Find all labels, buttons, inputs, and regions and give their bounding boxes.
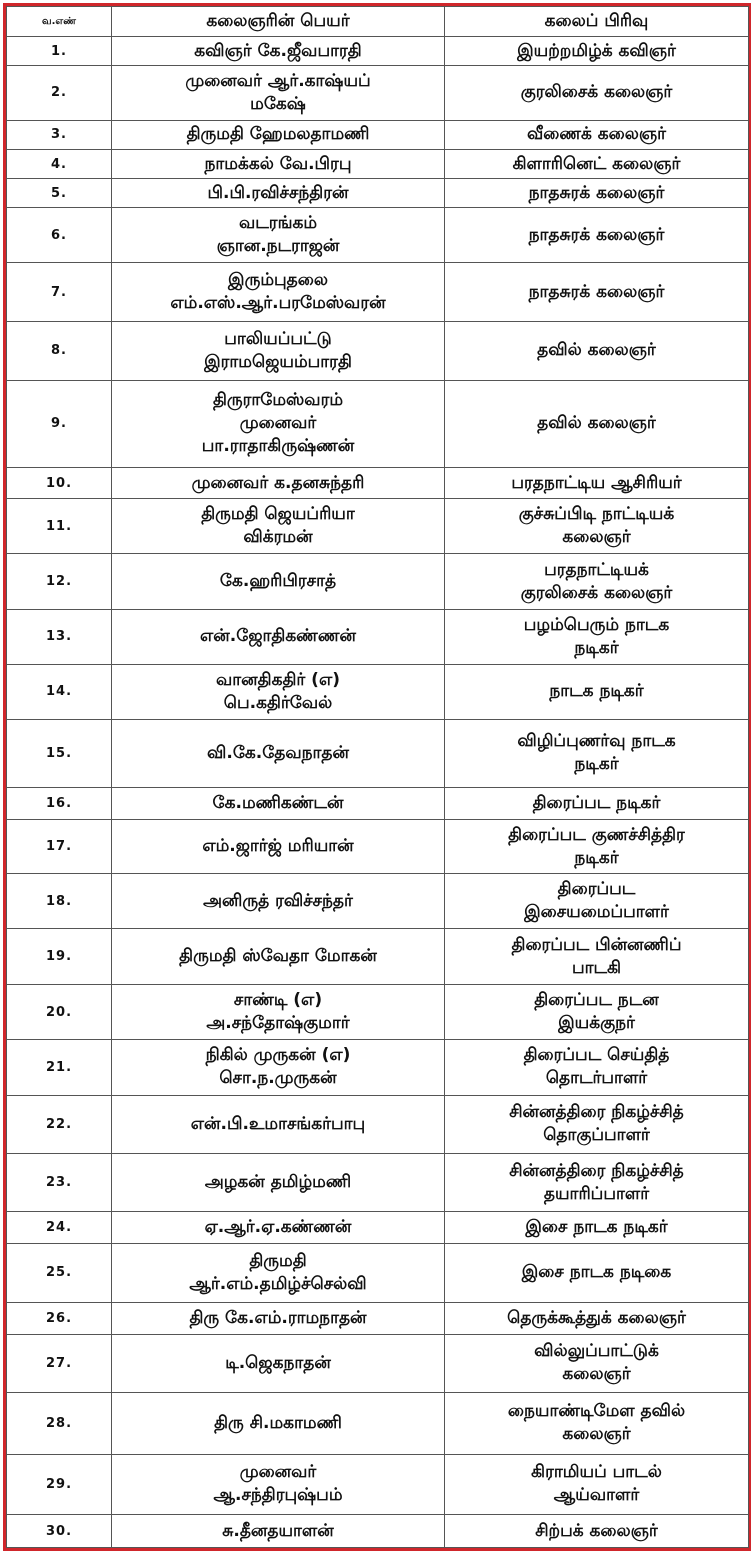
art-category-line: வீணைக் கலைஞர் (527, 124, 666, 145)
art-category-line: சின்னத்திரை நிகழ்ச்சித் (509, 1160, 684, 1181)
artist-name-line: பாலியப்பட்டு (224, 328, 332, 349)
table-row (7, 208, 749, 263)
art-category-line: திரைப்பட (557, 879, 636, 900)
art-category-line: கிராமியப் பாடல் (531, 1462, 662, 1483)
artist-name-line: நிகில் முருகன் (எ) (205, 1045, 351, 1066)
artist-name-cell (112, 1454, 445, 1515)
serial-number-cell: 8. (7, 322, 112, 380)
table-row (7, 788, 749, 819)
artist-name-line: ஏ.ஆர்.ஏ.கண்ணன் (204, 1216, 352, 1237)
table-row (7, 1334, 749, 1392)
artist-name-cell (112, 37, 445, 66)
serial-number-cell: 25. (7, 1243, 112, 1302)
art-category-line: வில்லுப்பாட்டுக் (534, 1341, 659, 1362)
art-category-cell (445, 1154, 749, 1212)
artist-name-cell (112, 1303, 445, 1334)
serial-number-cell: 19. (7, 929, 112, 985)
serial-number-cell: 4. (7, 149, 112, 178)
artist-name-cell (112, 554, 445, 610)
artist-name-line: எம்.ஜார்ஜ் மரியான் (202, 836, 354, 857)
art-category-line: சின்னத்திரை நிகழ்ச்சித் (509, 1102, 684, 1123)
artist-name-cell (112, 149, 445, 178)
art-category-cell (445, 322, 749, 380)
art-category-cell (445, 664, 749, 719)
art-category-line: நாதசுரக் கலைஞர் (528, 224, 665, 245)
artist-name-line: மகேஷ் (250, 93, 306, 114)
artist-name-cell (112, 1515, 445, 1548)
art-category-cell (445, 499, 749, 554)
art-category-cell (445, 1095, 749, 1153)
table-row (7, 1243, 749, 1302)
artist-name-cell (112, 322, 445, 380)
art-category-cell (445, 719, 749, 788)
art-category-line: தவில் கலைஞர் (537, 340, 656, 361)
art-category-line: கலைஞர் (562, 1364, 631, 1385)
artist-name-line: அ.சந்தோஷ்குமார் (206, 1013, 350, 1034)
artist-name-cell (112, 985, 445, 1040)
artist-name-cell (112, 610, 445, 665)
table-row (7, 1212, 749, 1243)
artist-name-line: சு.தீனதயாளன் (222, 1520, 334, 1541)
art-category-cell (445, 262, 749, 321)
art-category-line: தவில் கலைஞர் (537, 413, 656, 434)
artist-name-line: முனைவர் க.தனசுந்தரி (191, 472, 365, 493)
header-serial-number: வ.எண் (7, 7, 112, 37)
artist-name-line: ஞான.நடராஜன் (216, 236, 340, 257)
art-category-line: நடிகர் (574, 637, 619, 658)
artist-name-cell (112, 179, 445, 208)
artist-name-cell (112, 719, 445, 788)
art-category-cell (445, 874, 749, 929)
artist-name-line: திருராமேஸ்வரம் (212, 390, 344, 411)
art-category-line: திரைப்பட பின்னணிப் (511, 934, 682, 955)
art-category-line: தொடர்பாளர் (545, 1068, 648, 1089)
art-category-line: ஆய்வாளர் (553, 1485, 640, 1506)
serial-number-cell: 28. (7, 1392, 112, 1454)
table-row (7, 929, 749, 985)
art-category-cell (445, 554, 749, 610)
artists-table (6, 6, 749, 1548)
art-category-line: நடிகர் (574, 754, 619, 775)
serial-number-cell: 1. (7, 37, 112, 66)
table-row (7, 380, 749, 467)
table-row (7, 1095, 749, 1153)
artist-name-line: முனைவர் ஆர்.காஷ்யப் (185, 70, 371, 91)
artist-name-line: திரு கே.எம்.ராமநாதன் (189, 1307, 367, 1328)
artist-name-cell (112, 380, 445, 467)
table-row (7, 499, 749, 554)
serial-number-cell: 17. (7, 819, 112, 874)
artist-name-line: என்.ஜோதிகண்ணன் (200, 626, 356, 647)
art-category-cell (445, 1392, 749, 1454)
art-category-cell (445, 1454, 749, 1515)
art-category-line: பழம்பெரும் நாடக (523, 614, 670, 635)
art-category-line: குரலிசைக் கலைஞர் (520, 82, 673, 103)
artist-name-line: அனிருத் ரவிச்சந்தர் (203, 890, 353, 911)
table-row (7, 66, 749, 121)
serial-number-cell: 9. (7, 380, 112, 467)
artist-name-cell (112, 788, 445, 819)
art-category-line: கலைஞர் (562, 527, 631, 548)
art-category-line: இயக்குநர் (558, 1013, 635, 1034)
artist-name-line: கவிஞர் கே.ஜீவபாரதி (194, 40, 362, 61)
art-category-cell (445, 788, 749, 819)
artist-name-line: சொ.ந.முருகன் (219, 1068, 337, 1089)
art-category-line: பரதநாட்டிய ஆசிரியர் (511, 472, 682, 493)
table-row (7, 1039, 749, 1095)
art-category-cell (445, 1303, 749, 1334)
art-category-line: நாடக நடிகர் (549, 681, 644, 702)
artist-name-cell (112, 929, 445, 985)
serial-number-cell: 11. (7, 499, 112, 554)
serial-number-cell: 2. (7, 66, 112, 121)
table-row (7, 610, 749, 665)
art-category-cell (445, 467, 749, 498)
serial-number-cell: 27. (7, 1334, 112, 1392)
serial-number-cell: 20. (7, 985, 112, 1040)
art-category-cell (445, 1243, 749, 1302)
art-category-line: சிற்பக் கலைஞர் (535, 1520, 658, 1541)
artist-name-cell (112, 819, 445, 874)
header-art-category: கலைப் பிரிவு (445, 7, 749, 37)
art-category-cell (445, 610, 749, 665)
table-row (7, 1515, 749, 1548)
artist-name-line: வானதிகதிர் (எ) (216, 669, 340, 690)
table-row (7, 1454, 749, 1515)
serial-number-cell: 22. (7, 1095, 112, 1153)
artist-name-cell (112, 120, 445, 149)
table-row (7, 664, 749, 719)
table-row (7, 37, 749, 66)
serial-number-cell: 30. (7, 1515, 112, 1548)
serial-number-cell: 13. (7, 610, 112, 665)
artist-name-cell (112, 874, 445, 929)
table-row (7, 554, 749, 610)
artist-name-line: சாண்டி (எ) (233, 990, 323, 1011)
artist-name-cell (112, 1212, 445, 1243)
art-category-line: விழிப்புணர்வு நாடக (517, 731, 676, 752)
art-category-line: நாதசுரக் கலைஞர் (528, 281, 665, 302)
art-category-cell (445, 1039, 749, 1095)
art-category-line: இசையமைப்பாளர் (524, 902, 669, 923)
table-row (7, 467, 749, 498)
artist-name-cell (112, 66, 445, 121)
artist-name-line: வி.கே.தேவநாதன் (207, 742, 349, 763)
serial-number-cell: 14. (7, 664, 112, 719)
serial-number-cell: 15. (7, 719, 112, 788)
art-category-line: நாதசுரக் கலைஞர் (528, 182, 665, 203)
artist-name-cell (112, 664, 445, 719)
art-category-cell (445, 929, 749, 985)
serial-number-cell: 24. (7, 1212, 112, 1243)
artist-name-cell (112, 1243, 445, 1302)
art-category-line: இயற்றமிழ்க் கவிஞர் (517, 40, 676, 61)
artist-name-cell (112, 208, 445, 263)
art-category-line: இசை நாடக நடிகர் (525, 1216, 668, 1237)
table-row (7, 1154, 749, 1212)
artist-name-line: ஆர்.எம்.தமிழ்ச்செல்வி (189, 1273, 367, 1294)
artist-name-line: பெ.கதிர்வேல் (223, 692, 333, 713)
artist-name-line: திரு சி.மகாமணி (214, 1412, 342, 1433)
artist-name-cell (112, 1039, 445, 1095)
artist-name-line: திருமதி ஜெயப்ரியா (201, 504, 355, 525)
table-row (7, 120, 749, 149)
serial-number-cell: 26. (7, 1303, 112, 1334)
art-category-line: தொகுப்பாளர் (543, 1125, 650, 1146)
artist-name-line: திருமதி (249, 1250, 307, 1271)
artist-name-line: திருமதி ஸ்வேதா மோகன் (179, 946, 377, 967)
serial-number-cell: 29. (7, 1454, 112, 1515)
serial-number-cell: 16. (7, 788, 112, 819)
table-row (7, 985, 749, 1040)
art-category-cell (445, 380, 749, 467)
artist-name-cell (112, 262, 445, 321)
artist-name-line: இரும்புதலை (228, 270, 328, 291)
artist-name-line: விக்ரமன் (243, 527, 313, 548)
serial-number-cell: 6. (7, 208, 112, 263)
awards-list-frame (3, 3, 751, 1551)
art-category-line: திரைப்பட செய்தித் (523, 1045, 670, 1066)
serial-number-cell: 3. (7, 120, 112, 149)
table-header-row (7, 7, 749, 37)
art-category-cell (445, 819, 749, 874)
artist-name-line: பா.ராதாகிருஷ்ணன் (201, 436, 355, 457)
artist-name-cell (112, 1095, 445, 1153)
artist-name-line: பி.பி.ரவிச்சந்திரன் (207, 182, 349, 203)
table-row (7, 1303, 749, 1334)
artist-name-cell (112, 467, 445, 498)
artist-name-cell (112, 1334, 445, 1392)
artist-name-line: அழகன் தமிழ்மணி (204, 1172, 352, 1193)
table-row (7, 322, 749, 380)
art-category-cell (445, 1334, 749, 1392)
art-category-cell (445, 179, 749, 208)
artist-name-cell (112, 1154, 445, 1212)
art-category-line: தயாரிப்பாளர் (543, 1183, 650, 1204)
art-category-cell (445, 1212, 749, 1243)
serial-number-cell: 18. (7, 874, 112, 929)
table-row (7, 149, 749, 178)
table-row (7, 262, 749, 321)
header-artist-name: கலைஞரின் பெயர் (112, 7, 445, 37)
table-row (7, 819, 749, 874)
art-category-cell (445, 149, 749, 178)
serial-number-cell: 12. (7, 554, 112, 610)
artist-name-line: டி.ஜெகநாதன் (225, 1352, 331, 1373)
serial-number-cell: 10. (7, 467, 112, 498)
table-row (7, 1392, 749, 1454)
table-row (7, 719, 749, 788)
art-category-line: திரைப்பட நடன (534, 990, 659, 1011)
art-category-cell (445, 1515, 749, 1548)
art-category-line: இசை நாடக நடிகை (521, 1262, 672, 1283)
artist-name-line: கே.ஹரிபிரசாத் (219, 571, 337, 592)
art-category-line: பரதநாட்டியக் (544, 559, 649, 580)
art-category-cell (445, 208, 749, 263)
artist-name-line: முனைவர் (239, 413, 317, 434)
table-body (7, 37, 749, 1548)
art-category-cell (445, 66, 749, 121)
art-category-line: நையாண்டிமேள தவில் (507, 1401, 686, 1422)
table-row (7, 179, 749, 208)
artist-name-line: என்.பி.உமாசங்கர்பாபு (190, 1113, 366, 1134)
artist-name-line: திருமதி ஹேமலதாமணி (186, 124, 370, 145)
art-category-line: கலைஞர் (562, 1424, 631, 1445)
art-category-line: கிளாரினெட் கலைஞர் (512, 153, 681, 174)
art-category-cell (445, 37, 749, 66)
art-category-line: பாடகி (572, 957, 621, 978)
artist-name-line: வடரங்கம் (238, 213, 318, 234)
serial-number-cell: 21. (7, 1039, 112, 1095)
art-category-cell (445, 985, 749, 1040)
art-category-line: நடிகர் (574, 847, 619, 868)
serial-number-cell: 5. (7, 179, 112, 208)
artist-name-line: எம்.எஸ்.ஆர்.பரமேஸ்வரன் (170, 293, 386, 314)
art-category-line: குச்சுப்பிடி நாட்டியக் (518, 504, 675, 525)
art-category-line: குரலிசைக் கலைஞர் (520, 582, 673, 603)
serial-number-cell: 7. (7, 262, 112, 321)
art-category-line: திரைப்பட நடிகர் (532, 793, 661, 813)
artist-name-line: இராமஜெயம்பாரதி (204, 351, 352, 372)
art-category-line: தெருக்கூத்துக் கலைஞர் (507, 1307, 686, 1328)
table-row (7, 874, 749, 929)
artist-name-line: கே.மணிகண்டன் (212, 793, 344, 813)
artist-name-cell (112, 499, 445, 554)
artist-name-line: ஆ.சந்திரபுஷ்பம் (213, 1485, 343, 1506)
artist-name-line: நாமக்கல் வே.பிரபு (204, 153, 352, 174)
artist-name-line: முனைவர் (239, 1462, 317, 1483)
art-category-cell (445, 120, 749, 149)
artist-name-cell (112, 1392, 445, 1454)
serial-number-cell: 23. (7, 1154, 112, 1212)
art-category-line: திரைப்பட குணச்சித்திர (508, 824, 685, 845)
